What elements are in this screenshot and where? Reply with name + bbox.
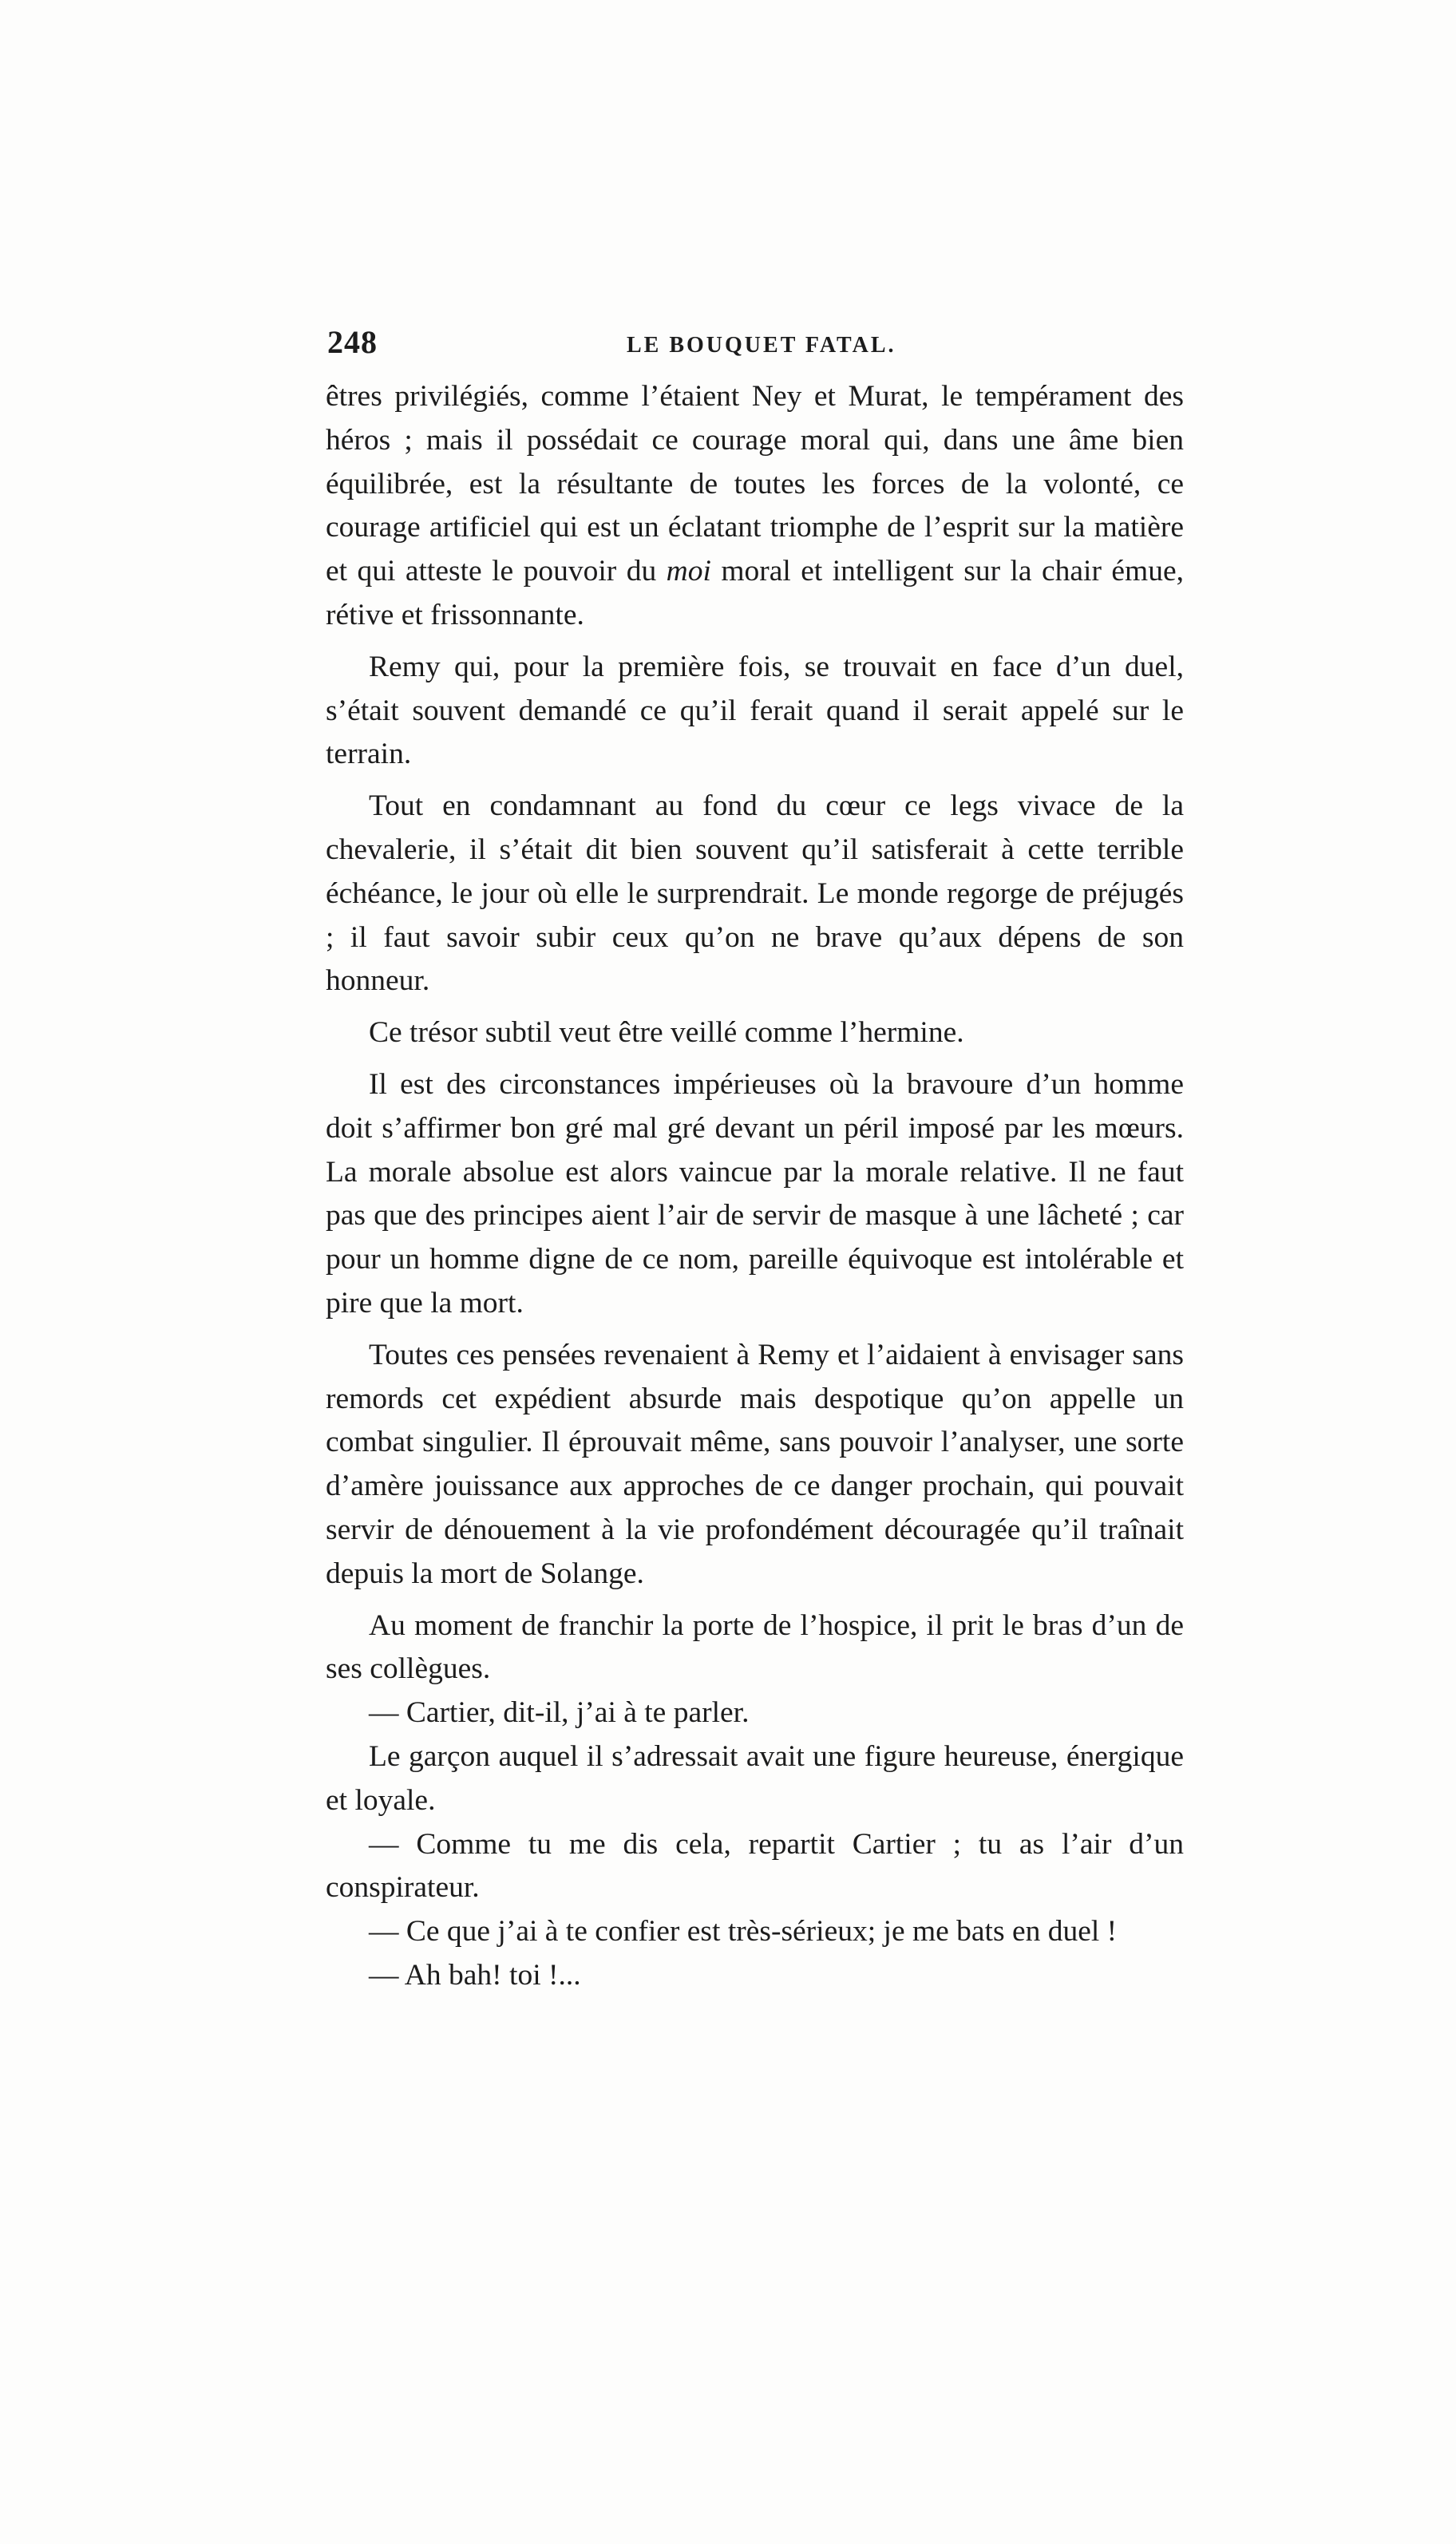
paragraph: — Ah bah! toi !... [369,1958,581,1992]
paragraph: Au moment de franchir la porte de l’hospice, il prit le bras d’un de ses collègues. [326,1608,1184,1686]
paragraph [326,375,1184,638]
paragraph: — Cartier, dit-il, j’ai à te parler. [369,1696,750,1730]
paragraph: — Ce que j’ai à te confier est très-sérieux; je me bats en duel ! [369,1915,1118,1949]
page-header [327,323,1181,371]
paragraph-text: êtres privilégiés, comme l’étaient Ney et Murat, le tempérament des héros ; mais il possédait ce courage moral qui, dans une âme bien équilibrée, est la résultante de toutes les forces de la volonté, ce courage artificiel qui est un éclatant triomphe de l’esprit sur la matière et qui atteste le pouvoir du [326,380,1184,588]
paragraph: Il est des circonstances impérieuses où la bravoure d’un homme doit s’affirmer bon gré mal gré devant un péril imposé par les mœurs. La morale absolue est alors vaincue par la morale relative. Il ne faut pas que des principes aient l’air de servir de masque à une lâcheté ; car pour un homme digne de ce nom, pareille équivoque est intolérable et pire que la mort. [326,1067,1184,1319]
italic-word: moi [666,555,711,588]
paragraph: Ce trésor subtil veut être veillé comme l’hermine. [369,1016,964,1050]
paragraph: Remy qui, pour la première fois, se trouvait en face d’un duel, s’était souvent demandé ce qu’il ferait quand il serait appelé sur le terrain. [326,650,1184,771]
paragraph: Le garçon auquel il s’adressait avait une figure heureuse, énergique et loyale. [326,1739,1184,1817]
paragraph: Tout en condamnant au fond du cœur ce legs vivace de la chevalerie, il s’était dit bien souvent qu’il satisferait à cette terrible échéance, le jour où elle le surprendrait. Le monde regorge de préjugés ; il faut savoir subir ceux qu’on ne brave qu’aux dépens de son honneur. [326,789,1184,998]
paragraph-text: moral et intelligent sur la chair émue, rétive et frissonnante. [326,555,1184,631]
page-number: 248 [327,324,378,360]
paragraph: Toutes ces pensées revenaient à Remy et l’aidaient à envisager sans remords cet expédient absurde mais despotique qu’on appelle un combat singulier. Il éprouvait même, sans pouvoir l’analyser, une sorte d’amère jouissance aux approches de ce danger prochain, qui pouvait servir de dénouement à la vie profondément découragée qu’il traînait depuis la mort de Solange. [326,1338,1184,1590]
running-title: LE BOUQUET FATAL. [627,333,896,358]
paragraph: — Comme tu me dis cela, repartit Cartier ; tu as l’air d’un conspirateur. [326,1827,1184,1905]
body-text [326,375,1184,1998]
